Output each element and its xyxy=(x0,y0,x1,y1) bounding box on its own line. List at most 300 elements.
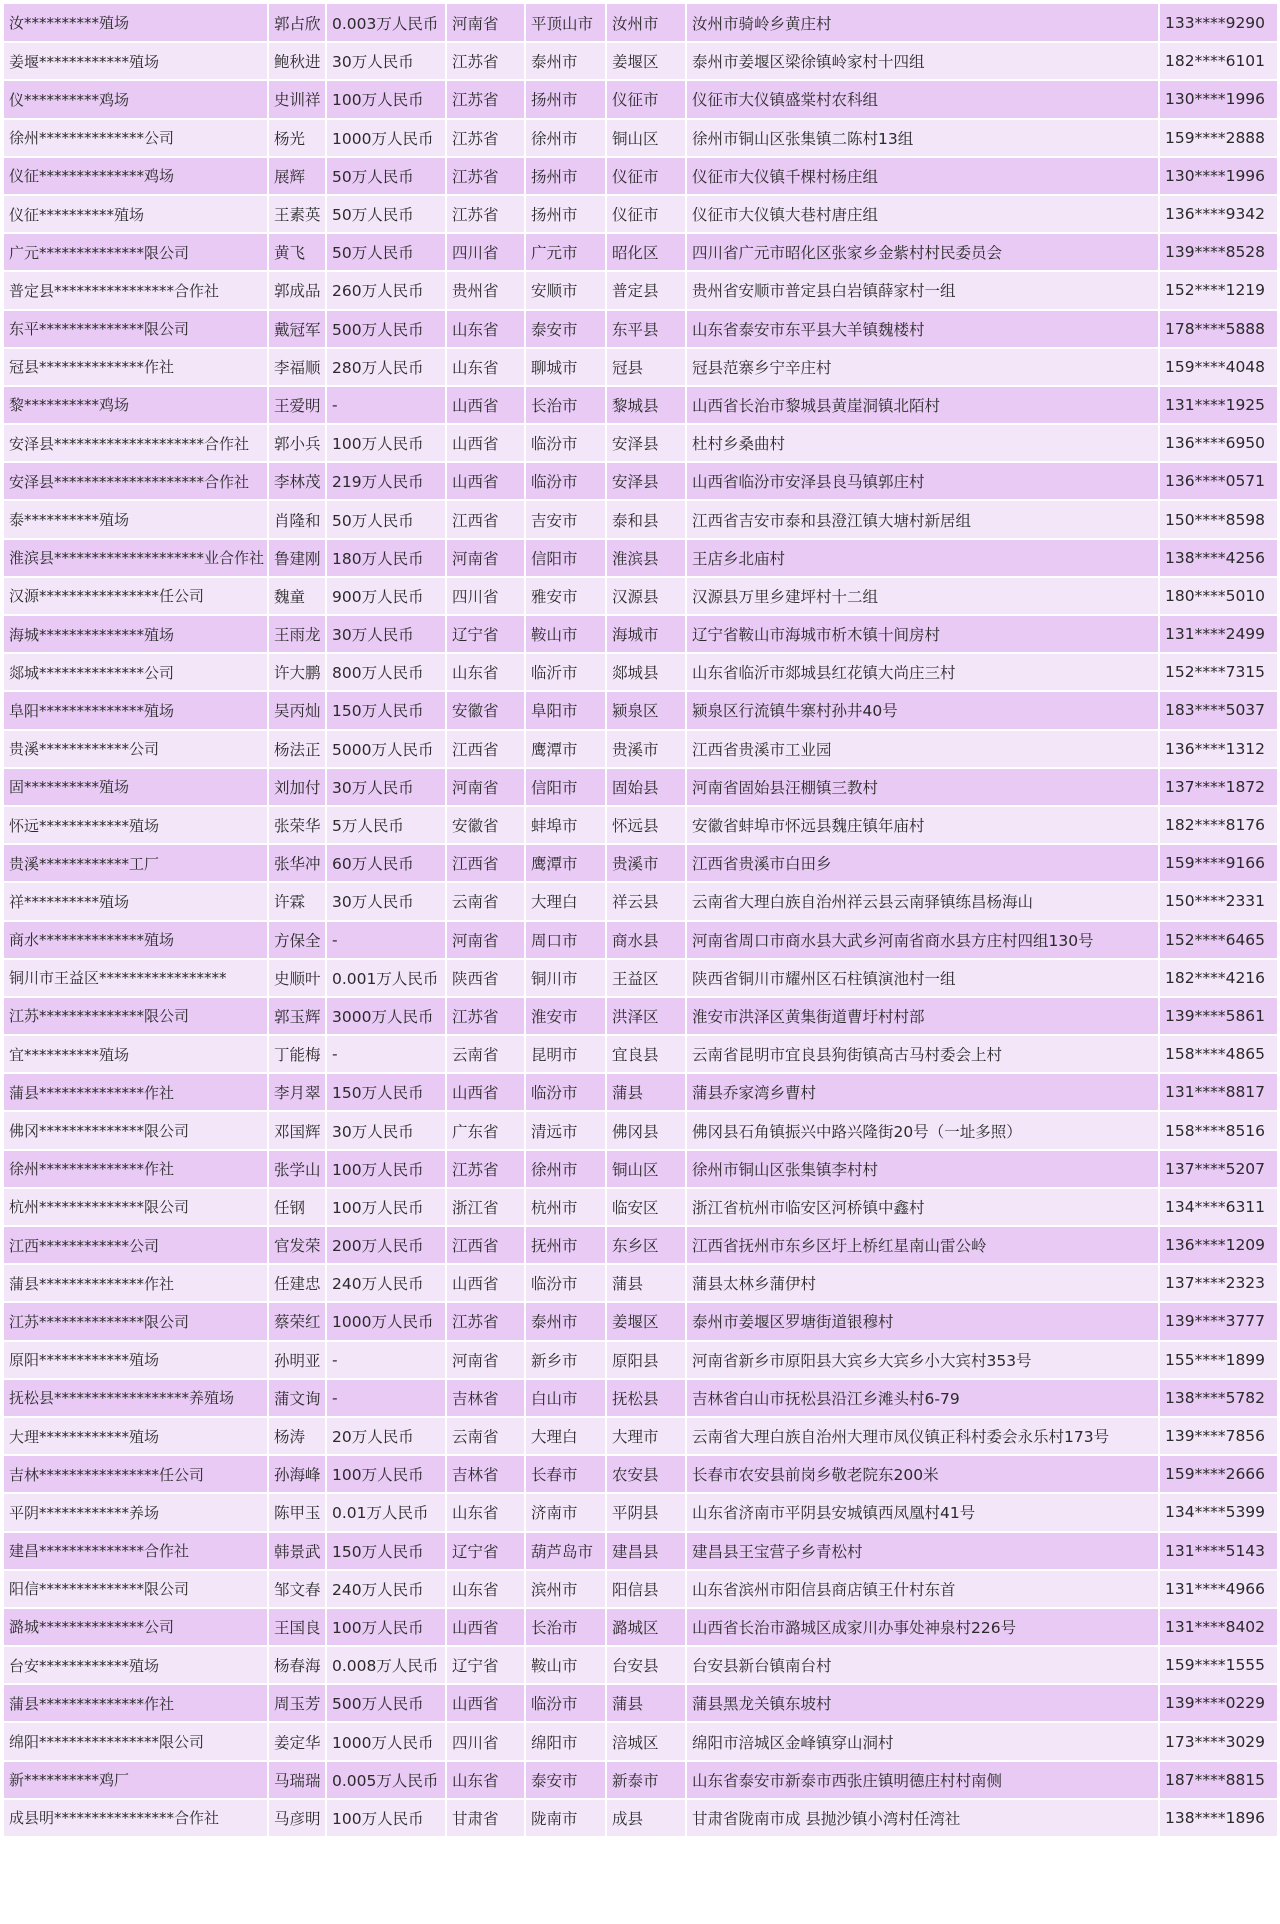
table-row xyxy=(4,1532,1278,1570)
table-row xyxy=(4,1417,1278,1455)
address-cell: 徐州市铜山区张集镇二陈村13组 xyxy=(686,119,1159,157)
district-cell: 宜良县 xyxy=(606,1035,686,1073)
province-cell: 辽宁省 xyxy=(446,1646,525,1684)
legal-rep-cell: 任建忠 xyxy=(268,1264,326,1302)
legal-rep-cell: 杨春海 xyxy=(268,1646,326,1684)
address-cell: 蒲县乔家湾乡曹村 xyxy=(686,1073,1159,1111)
address-cell: 山东省临沂市郯城县红花镇大尚庄三村 xyxy=(686,653,1159,691)
province-cell: 云南省 xyxy=(446,1035,525,1073)
table-row xyxy=(4,730,1278,768)
company-name-cell: 铜川市王益区***************** xyxy=(4,959,268,997)
district-cell: 汉源县 xyxy=(606,577,686,615)
address-cell: 绵阳市涪城区金峰镇穿山洞村 xyxy=(686,1722,1159,1760)
company-name-cell: 郯城**************公司 xyxy=(4,653,268,691)
legal-rep-cell: 张荣华 xyxy=(268,806,326,844)
city-cell: 泰州市 xyxy=(525,42,606,80)
address-cell: 河南省新乡市原阳县大宾乡大宾乡小大宾村353号 xyxy=(686,1341,1159,1379)
phone-cell: 131****4966 xyxy=(1159,1570,1278,1608)
company-name-cell: 建昌**************合作社 xyxy=(4,1532,268,1570)
district-cell: 怀远县 xyxy=(606,806,686,844)
legal-rep-cell: 展辉 xyxy=(268,157,326,195)
phone-cell: 136****1209 xyxy=(1159,1226,1278,1264)
legal-rep-cell: 史顺叶 xyxy=(268,959,326,997)
registered-capital-cell: - xyxy=(326,386,446,424)
table-row xyxy=(4,997,1278,1035)
city-cell: 大理白 xyxy=(525,882,606,920)
district-cell: 商水县 xyxy=(606,921,686,959)
city-cell: 广元市 xyxy=(525,233,606,271)
company-name-cell: 普定县****************合作社 xyxy=(4,271,268,309)
province-cell: 辽宁省 xyxy=(446,615,525,653)
legal-rep-cell: 孙明亚 xyxy=(268,1341,326,1379)
city-cell: 白山市 xyxy=(525,1379,606,1417)
company-name-cell: 阳信**************限公司 xyxy=(4,1570,268,1608)
legal-rep-cell: 张华冲 xyxy=(268,844,326,882)
province-cell: 山西省 xyxy=(446,386,525,424)
address-cell: 泰州市姜堰区罗塘街道银穆村 xyxy=(686,1302,1159,1340)
address-cell: 江西省抚州市东乡区圩上桥红星南山雷公岭 xyxy=(686,1226,1159,1264)
registered-capital-cell: 150万人民币 xyxy=(326,1073,446,1111)
city-cell: 鹰潭市 xyxy=(525,730,606,768)
table-row xyxy=(4,1073,1278,1111)
company-name-cell: 姜堰************殖场 xyxy=(4,42,268,80)
table-row xyxy=(4,119,1278,157)
table-row xyxy=(4,1035,1278,1073)
registered-capital-cell: 1000万人民币 xyxy=(326,119,446,157)
city-cell: 长治市 xyxy=(525,1608,606,1646)
address-cell: 江西省贵溪市工业园 xyxy=(686,730,1159,768)
district-cell: 贵溪市 xyxy=(606,730,686,768)
city-cell: 泰安市 xyxy=(525,310,606,348)
table-row xyxy=(4,1302,1278,1340)
district-cell: 新泰市 xyxy=(606,1761,686,1799)
address-cell: 淮安市洪泽区黄集街道曹圩村村部 xyxy=(686,997,1159,1035)
registered-capital-cell: 0.001万人民币 xyxy=(326,959,446,997)
phone-cell: 180****5010 xyxy=(1159,577,1278,615)
registered-capital-cell: - xyxy=(326,921,446,959)
phone-cell: 131****1925 xyxy=(1159,386,1278,424)
phone-cell: 136****1312 xyxy=(1159,730,1278,768)
table-row xyxy=(4,310,1278,348)
legal-rep-cell: 姜定华 xyxy=(268,1722,326,1760)
phone-cell: 131****5143 xyxy=(1159,1532,1278,1570)
table-row xyxy=(4,539,1278,577)
registered-capital-cell: 240万人民币 xyxy=(326,1570,446,1608)
table-row xyxy=(4,4,1278,42)
province-cell: 山东省 xyxy=(446,1570,525,1608)
phone-cell: 133****9290 xyxy=(1159,4,1278,42)
registered-capital-cell: 30万人民币 xyxy=(326,768,446,806)
address-cell: 河南省固始县汪棚镇三教村 xyxy=(686,768,1159,806)
city-cell: 吉安市 xyxy=(525,500,606,538)
legal-rep-cell: 官发荣 xyxy=(268,1226,326,1264)
phone-cell: 136****9342 xyxy=(1159,195,1278,233)
city-cell: 扬州市 xyxy=(525,157,606,195)
legal-rep-cell: 郭成品 xyxy=(268,271,326,309)
table-row xyxy=(4,1799,1278,1837)
table-row xyxy=(4,195,1278,233)
legal-rep-cell: 孙海峰 xyxy=(268,1455,326,1493)
province-cell: 山西省 xyxy=(446,462,525,500)
table-row xyxy=(4,1608,1278,1646)
company-name-cell: 新**********鸡厂 xyxy=(4,1761,268,1799)
city-cell: 徐州市 xyxy=(525,119,606,157)
registered-capital-cell: 0.003万人民币 xyxy=(326,4,446,42)
address-cell: 山东省泰安市新泰市西张庄镇明德庄村村南侧 xyxy=(686,1761,1159,1799)
province-cell: 山东省 xyxy=(446,653,525,691)
table-row xyxy=(4,768,1278,806)
company-name-cell: 蒲县**************作社 xyxy=(4,1684,268,1722)
district-cell: 姜堰区 xyxy=(606,1302,686,1340)
address-cell: 安徽省蚌埠市怀远县魏庄镇年庙村 xyxy=(686,806,1159,844)
legal-rep-cell: 鲁建刚 xyxy=(268,539,326,577)
city-cell: 葫芦岛市 xyxy=(525,1532,606,1570)
company-name-cell: 江苏**************限公司 xyxy=(4,1302,268,1340)
company-name-cell: 泰**********殖场 xyxy=(4,500,268,538)
table-row xyxy=(4,691,1278,729)
city-cell: 扬州市 xyxy=(525,195,606,233)
phone-cell: 139****8528 xyxy=(1159,233,1278,271)
company-name-cell: 汉源****************任公司 xyxy=(4,577,268,615)
registered-capital-cell: 100万人民币 xyxy=(326,1455,446,1493)
province-cell: 山西省 xyxy=(446,1073,525,1111)
table-row xyxy=(4,80,1278,118)
phone-cell: 138****1896 xyxy=(1159,1799,1278,1837)
address-cell: 泰州市姜堰区梁徐镇岭家村十四组 xyxy=(686,42,1159,80)
phone-cell: 137****5207 xyxy=(1159,1150,1278,1188)
company-name-cell: 抚松县******************养殖场 xyxy=(4,1379,268,1417)
registered-capital-cell: 5万人民币 xyxy=(326,806,446,844)
address-cell: 王店乡北庙村 xyxy=(686,539,1159,577)
phone-cell: 131****2499 xyxy=(1159,615,1278,653)
registered-capital-cell: 3000万人民币 xyxy=(326,997,446,1035)
city-cell: 大理白 xyxy=(525,1417,606,1455)
province-cell: 广东省 xyxy=(446,1111,525,1149)
company-name-cell: 平阴************养场 xyxy=(4,1493,268,1531)
city-cell: 鞍山市 xyxy=(525,1646,606,1684)
province-cell: 河南省 xyxy=(446,921,525,959)
registered-capital-cell: 100万人民币 xyxy=(326,1608,446,1646)
company-name-cell: 宜**********殖场 xyxy=(4,1035,268,1073)
phone-cell: 150****2331 xyxy=(1159,882,1278,920)
province-cell: 江苏省 xyxy=(446,157,525,195)
company-name-cell: 贵溪************公司 xyxy=(4,730,268,768)
city-cell: 滨州市 xyxy=(525,1570,606,1608)
table-row xyxy=(4,233,1278,271)
province-cell: 浙江省 xyxy=(446,1188,525,1226)
legal-rep-cell: 王爱明 xyxy=(268,386,326,424)
province-cell: 江苏省 xyxy=(446,1150,525,1188)
registered-capital-cell: 50万人民币 xyxy=(326,500,446,538)
phone-cell: 130****1996 xyxy=(1159,157,1278,195)
legal-rep-cell: 黄飞 xyxy=(268,233,326,271)
phone-cell: 159****9166 xyxy=(1159,844,1278,882)
table-row xyxy=(4,386,1278,424)
city-cell: 临沂市 xyxy=(525,653,606,691)
district-cell: 原阳县 xyxy=(606,1341,686,1379)
address-cell: 蒲县黑龙关镇东坡村 xyxy=(686,1684,1159,1722)
legal-rep-cell: 李月翠 xyxy=(268,1073,326,1111)
table-row xyxy=(4,1722,1278,1760)
registered-capital-cell: 100万人民币 xyxy=(326,424,446,462)
phone-cell: 139****5861 xyxy=(1159,997,1278,1035)
table-row xyxy=(4,1570,1278,1608)
legal-rep-cell: 马彦明 xyxy=(268,1799,326,1837)
company-name-cell: 仪**********鸡场 xyxy=(4,80,268,118)
table-row xyxy=(4,271,1278,309)
city-cell: 临汾市 xyxy=(525,462,606,500)
province-cell: 安徽省 xyxy=(446,806,525,844)
district-cell: 仪征市 xyxy=(606,157,686,195)
table-row xyxy=(4,1111,1278,1149)
table-row xyxy=(4,806,1278,844)
province-cell: 四川省 xyxy=(446,1722,525,1760)
table-body xyxy=(4,4,1278,1837)
address-cell: 仪征市大仪镇盛棠村农科组 xyxy=(686,80,1159,118)
phone-cell: 138****5782 xyxy=(1159,1379,1278,1417)
registered-capital-cell: 100万人民币 xyxy=(326,1799,446,1837)
address-cell: 甘肃省陇南市成 县抛沙镇小湾村任湾社 xyxy=(686,1799,1159,1837)
legal-rep-cell: 魏童 xyxy=(268,577,326,615)
city-cell: 抚州市 xyxy=(525,1226,606,1264)
registered-capital-cell: 5000万人民币 xyxy=(326,730,446,768)
legal-rep-cell: 王国良 xyxy=(268,1608,326,1646)
address-cell: 浙江省杭州市临安区河桥镇中鑫村 xyxy=(686,1188,1159,1226)
table-row xyxy=(4,348,1278,386)
table-row xyxy=(4,959,1278,997)
registered-capital-cell: 240万人民币 xyxy=(326,1264,446,1302)
registered-capital-cell: 0.01万人民币 xyxy=(326,1493,446,1531)
registered-capital-cell: 100万人民币 xyxy=(326,1188,446,1226)
city-cell: 安顺市 xyxy=(525,271,606,309)
phone-cell: 136****6950 xyxy=(1159,424,1278,462)
district-cell: 东平县 xyxy=(606,310,686,348)
district-cell: 普定县 xyxy=(606,271,686,309)
legal-rep-cell: 杨法正 xyxy=(268,730,326,768)
district-cell: 姜堰区 xyxy=(606,42,686,80)
table-row xyxy=(4,882,1278,920)
city-cell: 昆明市 xyxy=(525,1035,606,1073)
address-cell: 山东省滨州市阳信县商店镇王什村东首 xyxy=(686,1570,1159,1608)
company-table xyxy=(4,4,1279,1838)
city-cell: 长治市 xyxy=(525,386,606,424)
registered-capital-cell: 30万人民币 xyxy=(326,1111,446,1149)
registered-capital-cell: 500万人民币 xyxy=(326,1684,446,1722)
district-cell: 郯城县 xyxy=(606,653,686,691)
province-cell: 山东省 xyxy=(446,1761,525,1799)
company-name-cell: 汝**********殖场 xyxy=(4,4,268,42)
legal-rep-cell: 邓国辉 xyxy=(268,1111,326,1149)
city-cell: 平顶山市 xyxy=(525,4,606,42)
registered-capital-cell: 200万人民币 xyxy=(326,1226,446,1264)
company-name-cell: 吉林****************任公司 xyxy=(4,1455,268,1493)
company-name-cell: 安泽县********************合作社 xyxy=(4,462,268,500)
legal-rep-cell: 许霖 xyxy=(268,882,326,920)
legal-rep-cell: 任钢 xyxy=(268,1188,326,1226)
company-name-cell: 固**********殖场 xyxy=(4,768,268,806)
district-cell: 农安县 xyxy=(606,1455,686,1493)
district-cell: 临安区 xyxy=(606,1188,686,1226)
registered-capital-cell: 100万人民币 xyxy=(326,1150,446,1188)
address-cell: 山西省长治市潞城区成家川办事处神泉村226号 xyxy=(686,1608,1159,1646)
district-cell: 东乡区 xyxy=(606,1226,686,1264)
district-cell: 冠县 xyxy=(606,348,686,386)
phone-cell: 152****1219 xyxy=(1159,271,1278,309)
table-row xyxy=(4,1264,1278,1302)
province-cell: 江西省 xyxy=(446,730,525,768)
district-cell: 仪征市 xyxy=(606,195,686,233)
district-cell: 蒲县 xyxy=(606,1684,686,1722)
province-cell: 江苏省 xyxy=(446,997,525,1035)
company-name-cell: 徐州**************作社 xyxy=(4,1150,268,1188)
phone-cell: 137****2323 xyxy=(1159,1264,1278,1302)
city-cell: 雅安市 xyxy=(525,577,606,615)
legal-rep-cell: 张学山 xyxy=(268,1150,326,1188)
province-cell: 江西省 xyxy=(446,844,525,882)
phone-cell: 130****1996 xyxy=(1159,80,1278,118)
province-cell: 江苏省 xyxy=(446,195,525,233)
province-cell: 山东省 xyxy=(446,1493,525,1531)
phone-cell: 187****8815 xyxy=(1159,1761,1278,1799)
registered-capital-cell: 500万人民币 xyxy=(326,310,446,348)
district-cell: 贵溪市 xyxy=(606,844,686,882)
company-name-cell: 贵溪************工厂 xyxy=(4,844,268,882)
province-cell: 河南省 xyxy=(446,1341,525,1379)
registered-capital-cell: 180万人民币 xyxy=(326,539,446,577)
province-cell: 江西省 xyxy=(446,500,525,538)
province-cell: 山东省 xyxy=(446,310,525,348)
address-cell: 云南省大理白族自治州大理市凤仪镇正科村委会永乐村173号 xyxy=(686,1417,1159,1455)
city-cell: 蚌埠市 xyxy=(525,806,606,844)
city-cell: 聊城市 xyxy=(525,348,606,386)
phone-cell: 182****4216 xyxy=(1159,959,1278,997)
table-row xyxy=(4,1341,1278,1379)
company-name-cell: 台安************殖场 xyxy=(4,1646,268,1684)
address-cell: 四川省广元市昭化区张家乡金紫村村民委员会 xyxy=(686,233,1159,271)
legal-rep-cell: 方保全 xyxy=(268,921,326,959)
phone-cell: 158****4865 xyxy=(1159,1035,1278,1073)
table-row xyxy=(4,844,1278,882)
legal-rep-cell: 王素英 xyxy=(268,195,326,233)
legal-rep-cell: 史训祥 xyxy=(268,80,326,118)
district-cell: 阳信县 xyxy=(606,1570,686,1608)
company-name-cell: 江西************公司 xyxy=(4,1226,268,1264)
legal-rep-cell: 蔡荣红 xyxy=(268,1302,326,1340)
district-cell: 台安县 xyxy=(606,1646,686,1684)
province-cell: 山西省 xyxy=(446,424,525,462)
company-name-cell: 黎**********鸡场 xyxy=(4,386,268,424)
table-row xyxy=(4,424,1278,462)
phone-cell: 150****8598 xyxy=(1159,500,1278,538)
registered-capital-cell: 60万人民币 xyxy=(326,844,446,882)
legal-rep-cell: 韩景武 xyxy=(268,1532,326,1570)
legal-rep-cell: 周玉芳 xyxy=(268,1684,326,1722)
address-cell: 云南省昆明市宜良县狗街镇高古马村委会上村 xyxy=(686,1035,1159,1073)
phone-cell: 183****5037 xyxy=(1159,691,1278,729)
table-row xyxy=(4,1226,1278,1264)
phone-cell: 155****1899 xyxy=(1159,1341,1278,1379)
district-cell: 颍泉区 xyxy=(606,691,686,729)
table-row xyxy=(4,42,1278,80)
address-cell: 江西省吉安市泰和县澄江镇大塘村新居组 xyxy=(686,500,1159,538)
phone-cell: 134****6311 xyxy=(1159,1188,1278,1226)
phone-cell: 139****3777 xyxy=(1159,1302,1278,1340)
legal-rep-cell: 杨涛 xyxy=(268,1417,326,1455)
province-cell: 河南省 xyxy=(446,768,525,806)
registered-capital-cell: 150万人民币 xyxy=(326,1532,446,1570)
table-row xyxy=(4,615,1278,653)
province-cell: 吉林省 xyxy=(446,1455,525,1493)
address-cell: 汝州市骑岭乡黄庄村 xyxy=(686,4,1159,42)
registered-capital-cell: 30万人民币 xyxy=(326,882,446,920)
company-name-cell: 海城**************殖场 xyxy=(4,615,268,653)
registered-capital-cell: 30万人民币 xyxy=(326,615,446,653)
legal-rep-cell: 马瑞瑞 xyxy=(268,1761,326,1799)
address-cell: 杜村乡桑曲村 xyxy=(686,424,1159,462)
company-name-cell: 绵阳****************限公司 xyxy=(4,1722,268,1760)
registered-capital-cell: 900万人民币 xyxy=(326,577,446,615)
company-name-cell: 阜阳**************殖场 xyxy=(4,691,268,729)
registered-capital-cell: 280万人民币 xyxy=(326,348,446,386)
table-row xyxy=(4,1379,1278,1417)
registered-capital-cell: 0.008万人民币 xyxy=(326,1646,446,1684)
address-cell: 徐州市铜山区张集镇李村村 xyxy=(686,1150,1159,1188)
phone-cell: 136****0571 xyxy=(1159,462,1278,500)
province-cell: 云南省 xyxy=(446,882,525,920)
company-name-cell: 蒲县**************作社 xyxy=(4,1073,268,1111)
company-name-cell: 淮滨县********************业合作社 xyxy=(4,539,268,577)
province-cell: 辽宁省 xyxy=(446,1532,525,1570)
registered-capital-cell: 50万人民币 xyxy=(326,233,446,271)
address-cell: 蒲县太林乡蒲伊村 xyxy=(686,1264,1159,1302)
city-cell: 新乡市 xyxy=(525,1341,606,1379)
district-cell: 蒲县 xyxy=(606,1264,686,1302)
company-name-cell: 原阳************殖场 xyxy=(4,1341,268,1379)
company-name-cell: 大理************殖场 xyxy=(4,1417,268,1455)
company-name-cell: 杭州**************限公司 xyxy=(4,1188,268,1226)
city-cell: 徐州市 xyxy=(525,1150,606,1188)
registered-capital-cell: 20万人民币 xyxy=(326,1417,446,1455)
province-cell: 安徽省 xyxy=(446,691,525,729)
province-cell: 江苏省 xyxy=(446,1302,525,1340)
city-cell: 临汾市 xyxy=(525,1684,606,1722)
address-cell: 汉源县万里乡建坪村十二组 xyxy=(686,577,1159,615)
company-name-cell: 商水**************殖场 xyxy=(4,921,268,959)
legal-rep-cell: 陈甲玉 xyxy=(268,1493,326,1531)
district-cell: 淮滨县 xyxy=(606,539,686,577)
company-name-cell: 冠县**************作社 xyxy=(4,348,268,386)
city-cell: 泰州市 xyxy=(525,1302,606,1340)
legal-rep-cell: 王雨龙 xyxy=(268,615,326,653)
district-cell: 涪城区 xyxy=(606,1722,686,1760)
city-cell: 周口市 xyxy=(525,921,606,959)
company-name-cell: 祥**********殖场 xyxy=(4,882,268,920)
registered-capital-cell: 219万人民币 xyxy=(326,462,446,500)
company-name-cell: 仪征**************鸡场 xyxy=(4,157,268,195)
province-cell: 陕西省 xyxy=(446,959,525,997)
table-row xyxy=(4,1684,1278,1722)
company-name-cell: 成县明****************合作社 xyxy=(4,1799,268,1837)
phone-cell: 182****6101 xyxy=(1159,42,1278,80)
address-cell: 佛冈县石角镇振兴中路兴隆街20号（一址多照） xyxy=(686,1111,1159,1149)
address-cell: 吉林省白山市抚松县沿江乡滩头村6-79 xyxy=(686,1379,1159,1417)
city-cell: 临汾市 xyxy=(525,1073,606,1111)
phone-cell: 159****1555 xyxy=(1159,1646,1278,1684)
table-row xyxy=(4,1455,1278,1493)
province-cell: 四川省 xyxy=(446,233,525,271)
address-cell: 贵州省安顺市普定县白岩镇薛家村一组 xyxy=(686,271,1159,309)
address-cell: 仪征市大仪镇千棵村杨庄组 xyxy=(686,157,1159,195)
